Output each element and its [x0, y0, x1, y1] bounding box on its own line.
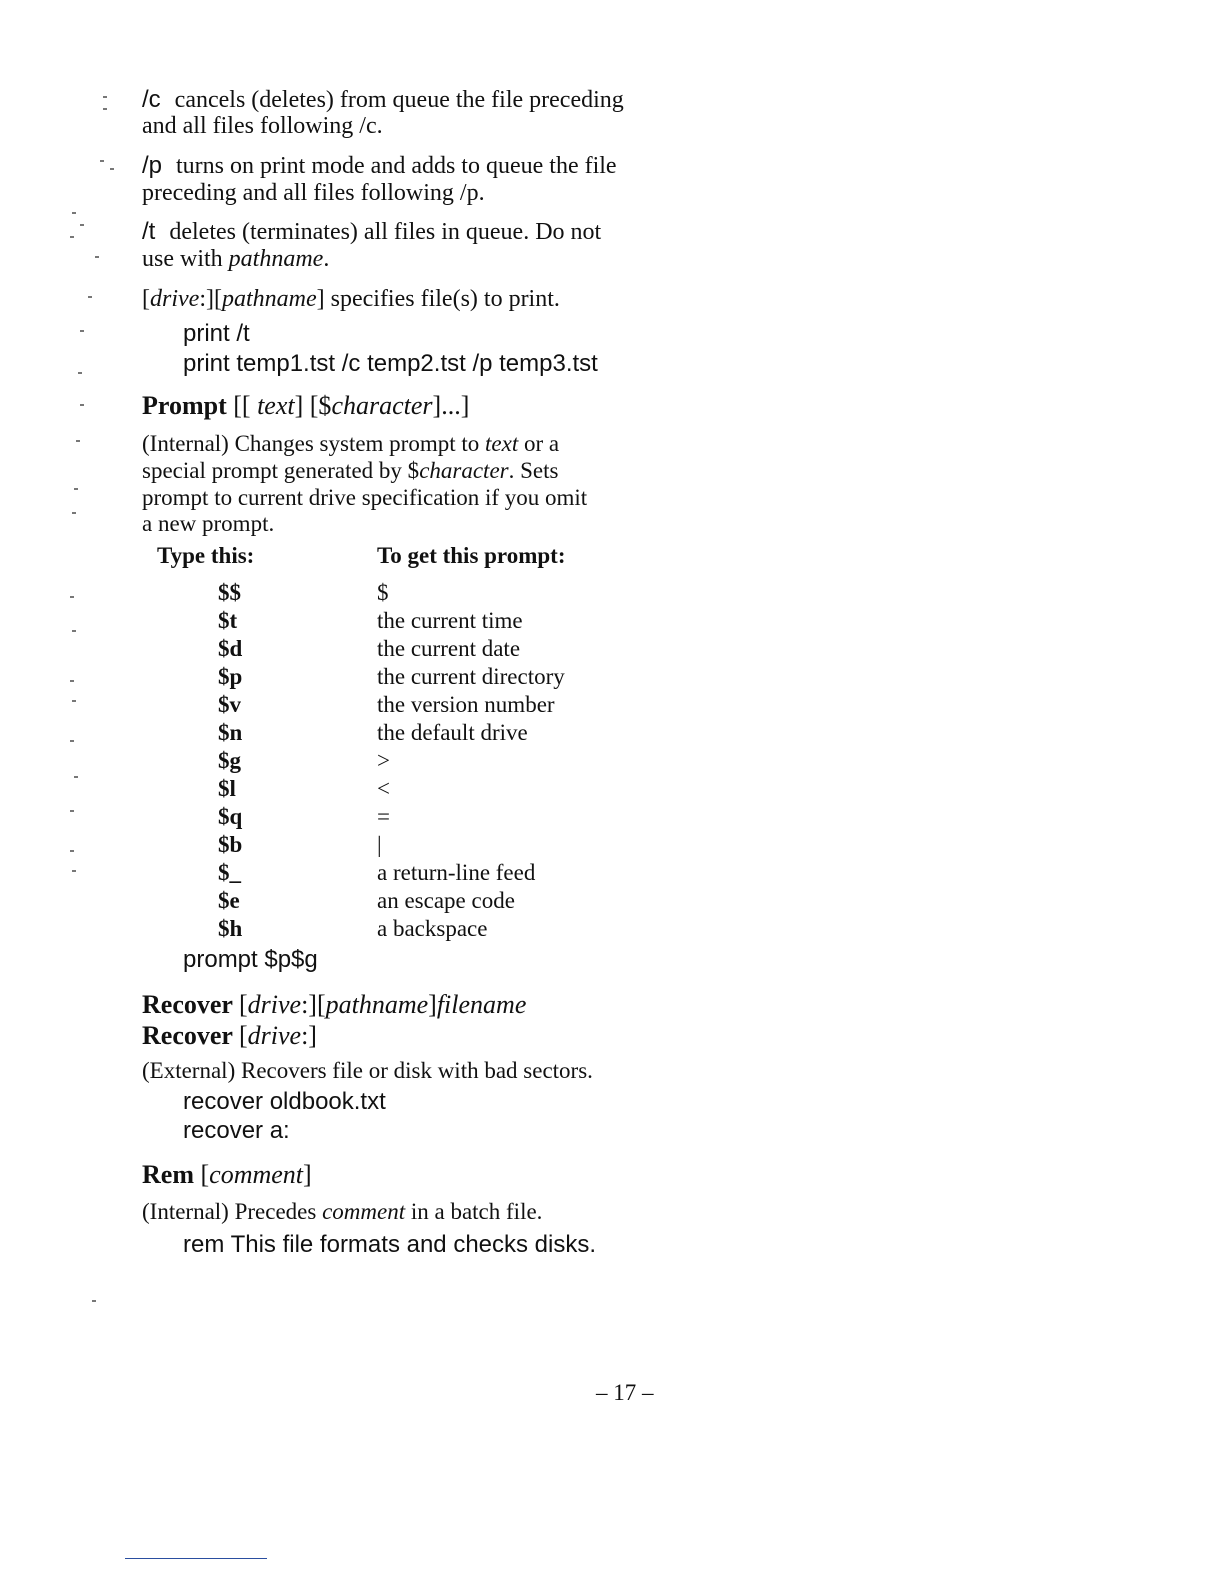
prompt-result: a return-line feed [377, 860, 536, 885]
print-example-2: print temp1.tst /c temp2.tst /p temp3.tst [183, 350, 598, 377]
prompt-code: $n [218, 720, 243, 745]
prompt-example: prompt $p$g [183, 946, 318, 973]
table-header-type: Type this: [157, 543, 255, 568]
prompt-desc-line-4: a new prompt. [142, 511, 275, 536]
prompt-desc-line-2: special prompt generated by $character. Sets [142, 458, 559, 483]
table-header-result: To get this prompt: [377, 543, 566, 568]
option-p-line2: preceding and all files following /p. [142, 180, 485, 206]
recover-example-2: recover a: [183, 1117, 290, 1144]
prompt-code: $q [218, 804, 243, 829]
prompt-result: | [377, 832, 382, 857]
option-text: cancels (deletes) from queue the file preceding [174, 87, 624, 113]
prompt-desc-line-3: prompt to current drive specification if you omit [142, 485, 588, 510]
prompt-result: an escape code [377, 888, 515, 913]
prompt-code: $e [218, 888, 240, 913]
prompt-result: the version number [377, 692, 555, 717]
rem-heading: Rem [comment] [142, 1160, 312, 1189]
bottom-rule [125, 1558, 267, 1559]
prompt-code: $$ [218, 580, 241, 605]
recover-example-1: recover oldbook.txt [183, 1088, 386, 1115]
prompt-heading: Prompt [[ text] [$character]...] [142, 391, 470, 420]
option-flag: /p [142, 152, 163, 179]
prompt-code: $_ [218, 860, 241, 885]
option-p [142, 152, 617, 180]
option-t [142, 218, 601, 246]
prompt-result: $ [377, 580, 389, 605]
print-example-1: print /t [183, 320, 250, 347]
prompt-result: a backspace [377, 916, 488, 941]
rem-example: rem This file formats and checks disks. [183, 1231, 597, 1258]
prompt-code: $g [218, 748, 241, 773]
prompt-desc-line-1: (Internal) Changes system prompt to text or a [142, 431, 560, 456]
prompt-code: $d [218, 636, 243, 661]
prompt-code: $t [218, 608, 238, 633]
rem-desc: (Internal) Precedes comment in a batch file. [142, 1199, 543, 1224]
prompt-result: the current date [377, 636, 521, 661]
option-text: deletes (terminates) all files in queue. Do not [169, 219, 602, 245]
option-t-line2: use with pathname. [142, 246, 330, 272]
recover-heading-1: Recover [drive:][pathname]filename [142, 990, 527, 1019]
prompt-code: $l [218, 776, 236, 801]
prompt-result: < [377, 776, 390, 801]
option-c-line2: and all files following /c. [142, 113, 383, 139]
prompt-result: > [377, 748, 390, 773]
prompt-code: $v [218, 692, 241, 717]
page-number: – 17 – [596, 1380, 654, 1405]
option-text: turns on print mode and adds to queue the file [176, 153, 617, 179]
recover-desc: (External) Recovers file or disk with bad sectors. [142, 1058, 593, 1083]
prompt-result: the current directory [377, 664, 565, 689]
option-flag: /c [142, 86, 161, 113]
prompt-result: the default drive [377, 720, 528, 745]
prompt-code: $b [218, 832, 243, 857]
option-c [142, 86, 624, 114]
prompt-code: $p [218, 664, 243, 689]
recover-heading-2: Recover [drive:] [142, 1021, 317, 1050]
prompt-code: $h [218, 916, 243, 941]
drive-pathname-param: [drive:][pathname] specifies file(s) to print. [142, 286, 560, 312]
prompt-result: the current time [377, 608, 523, 633]
prompt-result: = [377, 804, 390, 829]
option-flag: /t [142, 218, 156, 245]
